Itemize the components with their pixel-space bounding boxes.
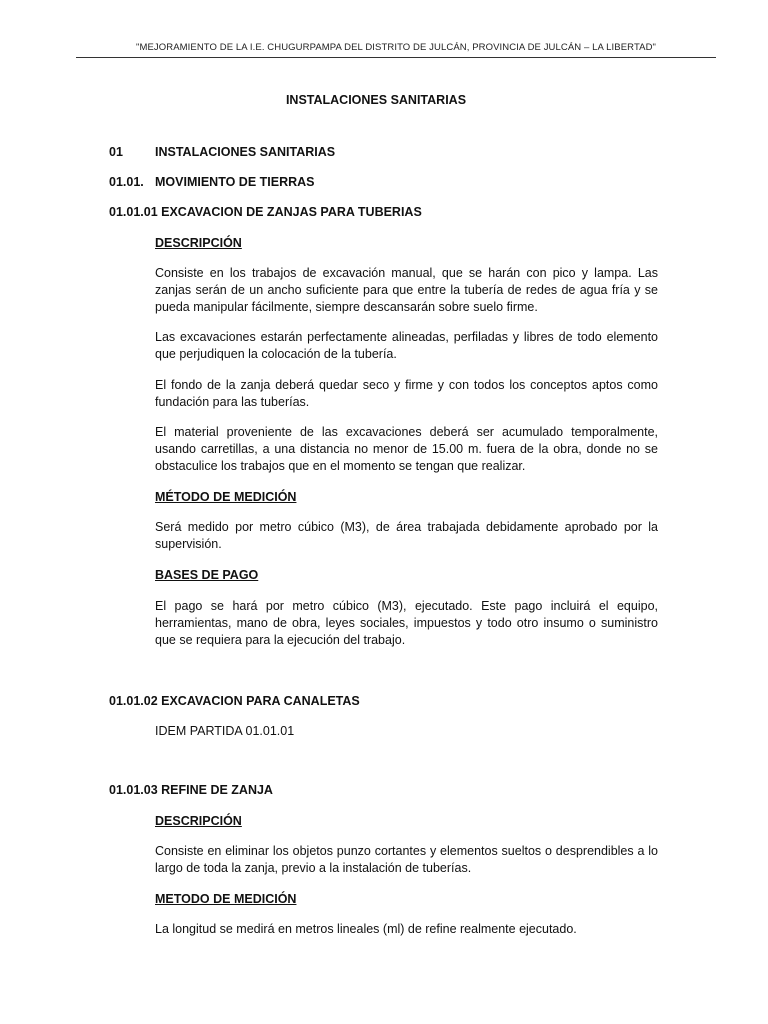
section-number: 01.01. xyxy=(109,175,144,189)
description-heading: DESCRIPCIÓN xyxy=(155,814,242,828)
header-divider xyxy=(76,57,716,58)
paragraph: El material proveniente de las excavaciones deberá ser acumulado temporalmente, usando carretillas, a una distancia no menor de 15.00 m. fuera de la obra, donde no se obstaculice los trabajos que en el momento se tengan que realizar. xyxy=(155,425,658,474)
section-01 xyxy=(109,145,335,159)
paragraph: Será medido por metro cúbico (M3), de área trabajada debidamente aprobado por la supervisión. xyxy=(155,520,658,552)
measurement-method-heading: MÉTODO DE MEDICIÓN xyxy=(155,490,297,504)
paragraph: La longitud se medirá en metros lineales (ml) de refine realmente ejecutado. xyxy=(155,922,577,936)
section-01-01-02-title: 01.01.02 EXCAVACION PARA CANALETAS xyxy=(109,694,360,708)
description-heading: DESCRIPCIÓN xyxy=(155,236,242,250)
paragraph: Las excavaciones estarán perfectamente alineadas, perfiladas y libres de todo elemento que perjudiquen la colocación de la tubería. xyxy=(155,330,658,362)
paragraph: El pago se hará por metro cúbico (M3), ejecutado. Este pago incluirá el equipo, herramientas, mano de obra, leyes sociales, impuestos y todo otro insumo o suministro que se requiera para la ejecución del trabajo. xyxy=(155,599,658,648)
paragraph: IDEM PARTIDA 01.01.01 xyxy=(155,724,295,738)
document-title: INSTALACIONES SANITARIAS xyxy=(285,93,467,107)
section-01-01-03-title: 01.01.03 REFINE DE ZANJA xyxy=(109,783,273,797)
section-title: INSTALACIONES SANITARIAS xyxy=(155,145,336,159)
paragraph: Consiste en los trabajos de excavación manual, que se harán con pico y lampa. Las zanjas serán de un ancho suficiente para que entre la tubería de redes de agua fría y se pueda manipular fácilmente, siempre descansarán sobre suelo firme. xyxy=(155,266,658,315)
paragraph: Consiste en eliminar los objetos punzo cortantes y elementos sueltos o desprendibles a lo largo de toda la zanja, previo a la instalación de tuberías. xyxy=(155,844,658,876)
section-title: MOVIMIENTO DE TIERRAS xyxy=(155,175,315,189)
running-header: "MEJORAMIENTO DE LA I.E. CHUGURPAMPA DEL DISTRITO DE JULCÁN, PROVINCIA DE JULCÁN – LA LIBERTAD" xyxy=(135,42,657,53)
section-number: 01 xyxy=(109,145,123,159)
section-01-01-01-title: 01.01.01 EXCAVACION DE ZANJAS PARA TUBERIAS xyxy=(109,205,422,219)
section-01-01 xyxy=(109,175,315,189)
payment-basis-heading: BASES DE PAGO xyxy=(155,568,259,582)
paragraph: El fondo de la zanja deberá quedar seco y firme y con todos los conceptos aptos como fundación para las tuberías. xyxy=(155,378,658,410)
measurement-method-heading: METODO DE MEDICIÓN xyxy=(155,892,297,906)
